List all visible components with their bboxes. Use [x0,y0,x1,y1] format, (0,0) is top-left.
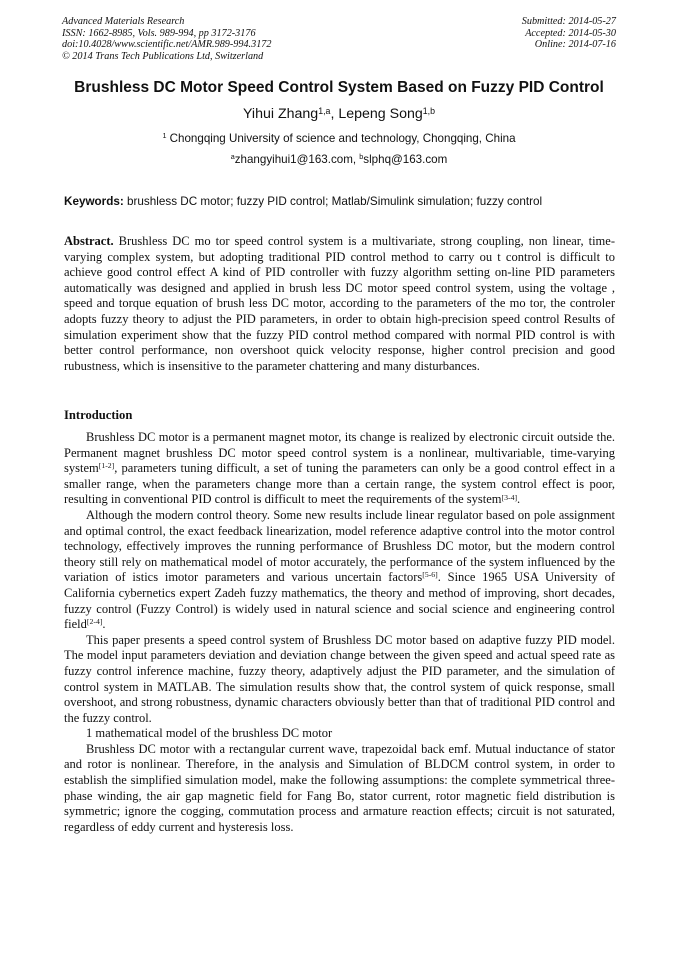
email-b-sup: b [359,152,364,162]
paper-title: Brushless DC Motor Speed Control System Based on Fuzzy PID Control [74,79,604,96]
citation: [5-6] [422,570,438,580]
subsection-heading: 1 mathematical model of the brushless DC motor [86,726,333,741]
abstract-label: Abstract. [64,234,114,248]
emails [0,153,678,166]
keywords-label: Keywords: [64,195,124,208]
citation: [2-4] [86,617,103,627]
issn-line: ISSN: 1662-8985, Vols. 989-994, pp 3172-3176 [62,27,256,39]
paragraph-1-text-a: Brushless DC motor is a permanent magnet motor, its change is realized by electronic circuit outside the. Permanent magnet brushless DC motor speed control system is a nonlinear, multivariable, time-varying system [64,430,615,476]
paragraph-1 [64,430,615,508]
section-heading-introduction: Introduction [64,408,133,422]
paragraph-1-text-b: , parameters tuning difficult, a set of tuning the parameters can only be a good control effect in a smaller range, when the parameters change more than a certain range, the system control effect is poor, resulting in conventional PID control is difficult to meet the requirements of the system [64,461,615,507]
paragraph-1-text-c: . [517,492,521,507]
email-a: zhangyihui1@163.com, [234,153,360,166]
author-1: Yihui Zhang [243,106,319,122]
paragraph-2 [64,508,615,633]
authors [0,106,678,122]
accepted-date: Accepted: 2014-05-30 [525,27,616,39]
online-date: Online: 2014-07-16 [534,39,616,50]
paragraph-5: Brushless DC motor with a rectangular current wave, trapezoidal back emf. Mutual inductance of stator and rotor is nonlinear. Therefore, in the analysis and Simulation of BLDCM control system, in order to establish the simplified simulation model, make the following assumptions: the complete symmetrical three-phase winding, the air gap magnetic field for Fang Bo, stator current, rotor magnetic field distribution is symmetric; ignore the cogging, commutation process and armature reaction effects; circuit is not saturated, regardless of eddy current and hysteresis loss. [64,741,615,834]
affiliation [0,132,678,145]
copyright-line: © 2014 Trans Tech Publications Ltd, Switzerland [62,50,264,62]
submitted-date: Submitted: 2014-05-27 [521,16,616,27]
author-2: Lepeng Song [338,106,423,122]
affiliation-text: Chongqing University of science and technology, Chongqing, China [166,132,516,145]
affiliation-sup: 1 [162,131,167,141]
doi-line: doi:10.4028/www.scientific.net/AMR.989-994.3172 [62,39,272,50]
author-2-sup: 1,b [422,105,435,116]
dates-info [522,16,616,51]
author-separator: , [330,106,339,122]
keywords-text: brushless DC motor; fuzzy PID control; Matlab/Simulink simulation; fuzzy control [123,195,543,208]
email-b: slphq@163.com [363,153,448,166]
paragraph-2-text-c: . [102,617,106,632]
citation: [1-2] [98,461,115,471]
keywords [64,195,616,208]
paragraph-2-text-b: . Since 1965 USA University of California cybernetics expert Zadeh fuzzy mathematics, the theory and method of improving, short decades, fuzzy control (Fuzzy Control) is widely used in natural science and social science and engineering control field [64,570,615,632]
abstract-text: Brushless DC mo tor speed control system is a multivariate, strong coupling, non linear, time-varying complex system, but adopting traditional PID control method to carry ou t control is difficult to achieve good control effect A kind of PID controller with fuzzy algorithm setting on-line PID parameters automatically was designed and applied in brush less DC motor speed control system, using the voltage , speed and torque equation of brush less DC motor, according to the parameters of the mo tor, the controler adopts fuzzy theory to adjust the PID parameters, in order to obtain high-precision speed control Results of simulation experiment show that the fuzzy PID control method compared with normal PID control is with better control performance, non overshoot quick velocity response, higher control precision and good rubustness, which is insensitive to the parameter chattering and many disturbances. [64,234,615,373]
citation: [3-4] [501,492,518,502]
author-1-sup: 1,a [318,105,331,116]
introduction-body [64,430,615,835]
paragraph-3: This paper presents a speed control system of Brushless DC motor based on adaptive fuzzy PID model. The model input parameters deviation and deviation change between the given speed and actual speed rate as fuzzy control inference machine, fuzzy theory, adaptively adjust the PID parameter, and the simulation of control system in MATLAB. The simulation results show that, the control system of quick response, small overshoot, and strong robustness, dynamic characters obviously better than that of traditional PID control and the fuzzy control. [64,632,615,725]
journal-info [62,16,271,62]
email-a-sup: a [230,152,235,162]
abstract [64,234,615,374]
paragraph-2-text-a: Although the modern control theory. Some new results include linear regulator based on pole assignment and optimal control, the exact feedback linearization, model reference adaptive control into the motor control technology, effectively improves the running performance of Brushless DC motor, but the modern control theory still rely on mathematical model of motor accurately, the performance of the system influenced by the variation of istics imotor parameters and various uncertain factors [64,507,615,585]
journal-name: Advanced Materials Research [62,16,185,27]
